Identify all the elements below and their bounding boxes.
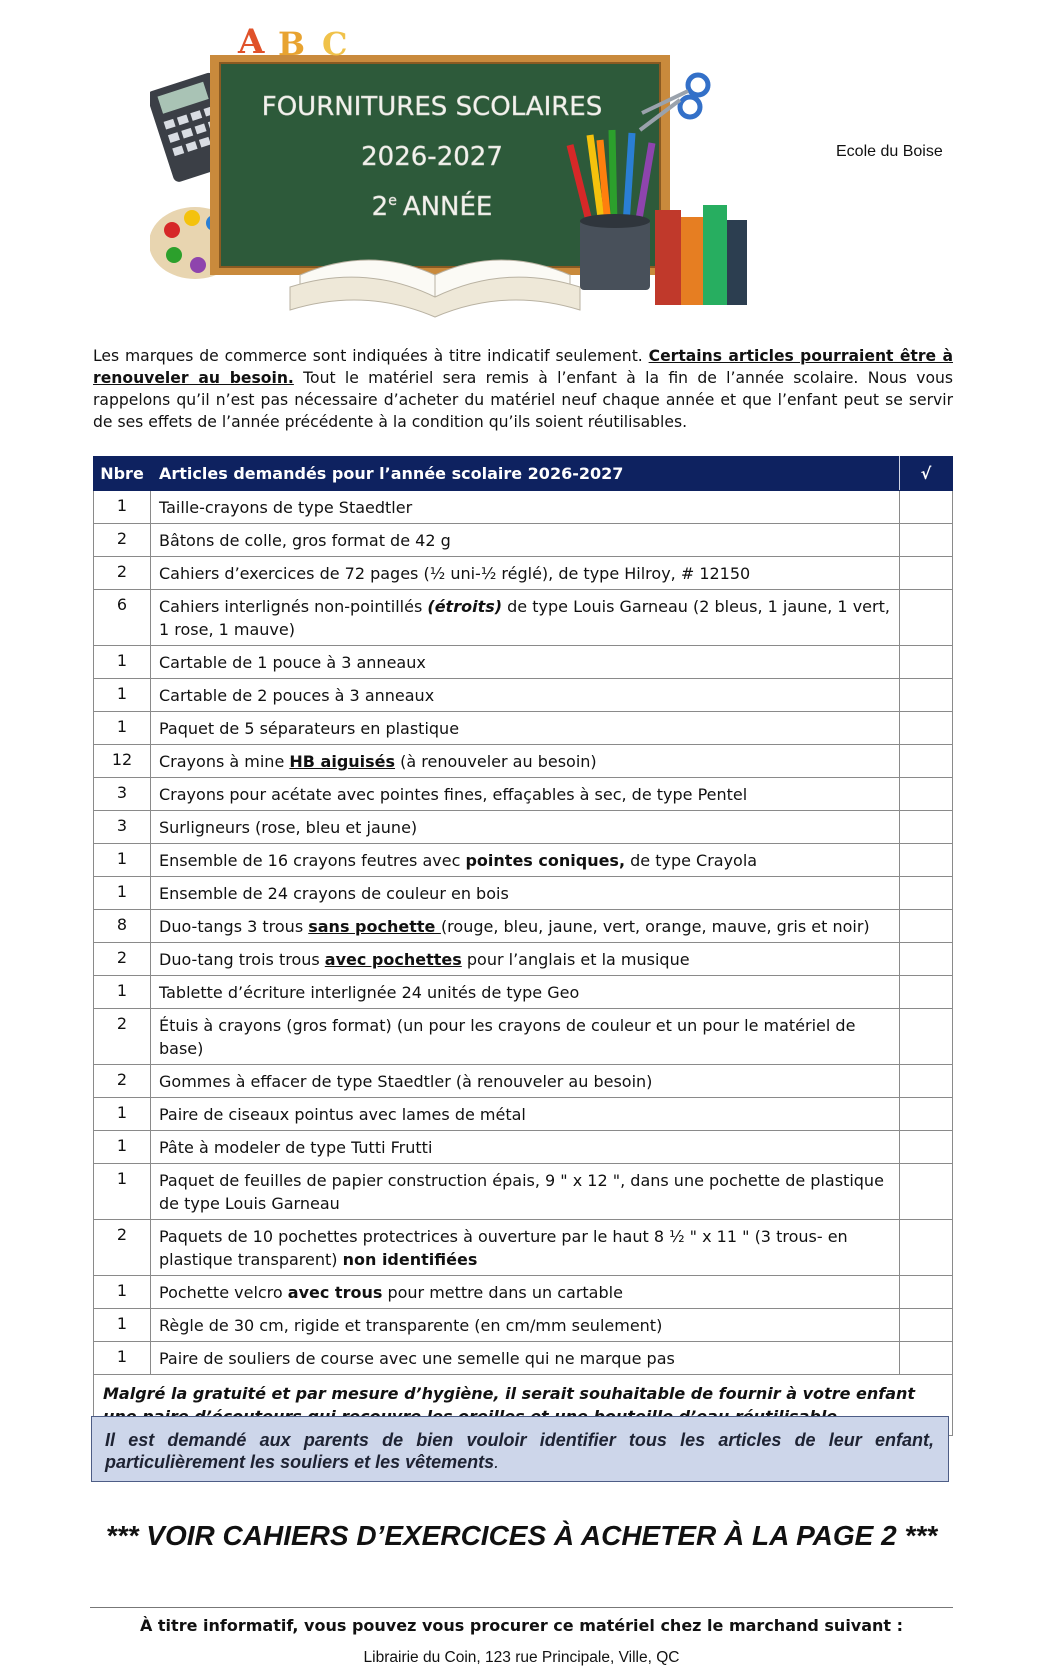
item-description bbox=[151, 778, 900, 811]
item-quantity: 1 bbox=[94, 712, 151, 745]
item-description bbox=[151, 910, 900, 943]
parents-notice bbox=[91, 1416, 949, 1482]
item-checkbox-cell[interactable] bbox=[900, 524, 953, 557]
item-checkbox-cell[interactable] bbox=[900, 877, 953, 910]
item-checkbox-cell[interactable] bbox=[900, 910, 953, 943]
item-description bbox=[151, 491, 900, 524]
item-checkbox-cell[interactable] bbox=[900, 1276, 953, 1309]
hygiene-note: Malgré la gratuité et par mesure d’hygiène, il serait souhaitable de fournir à votre enfant bbox=[94, 1375, 953, 1436]
item-description bbox=[151, 1098, 900, 1131]
item-text: Duo-tang trois trous bbox=[159, 950, 325, 969]
school-year: 2026-2027 bbox=[361, 142, 503, 172]
item-text: Cahiers d’exercices de 72 pages (½ uni-½ réglé), de type Hilroy, # 12150 bbox=[159, 564, 751, 583]
item-quantity: 1 bbox=[94, 491, 151, 524]
item-text: sans pochette bbox=[308, 917, 441, 936]
item-checkbox-cell[interactable] bbox=[900, 1131, 953, 1164]
item-quantity: 3 bbox=[94, 778, 151, 811]
svg-text:B: B bbox=[278, 25, 306, 63]
parents-notice-tail: . bbox=[494, 1452, 500, 1472]
item-quantity: 12 bbox=[94, 745, 151, 778]
item-text: Paire de ciseaux pointus avec lames de métal bbox=[159, 1105, 526, 1124]
table-row bbox=[94, 524, 953, 557]
item-text: Étuis à crayons (gros format) (un pour les crayons de couleur et un pour le matériel de base) bbox=[159, 1016, 856, 1058]
item-description bbox=[151, 590, 900, 646]
table-row bbox=[94, 745, 953, 778]
grade-level: 2e ANNÉE bbox=[371, 192, 493, 222]
item-text: Crayons pour acétate avec pointes fines, effaçables à sec, de type Pentel bbox=[159, 785, 748, 804]
item-quantity: 2 bbox=[94, 1065, 151, 1098]
column-header-item: Articles demandés pour l’année scolaire 2026-2027 bbox=[151, 457, 900, 491]
item-checkbox-cell[interactable] bbox=[900, 590, 953, 646]
item-quantity: 2 bbox=[94, 1009, 151, 1065]
table-row bbox=[94, 1220, 953, 1276]
item-description bbox=[151, 1009, 900, 1065]
item-checkbox-cell[interactable] bbox=[900, 1220, 953, 1276]
item-description bbox=[151, 1164, 900, 1220]
item-text: Pâte à modeler de type Tutti Frutti bbox=[159, 1138, 433, 1157]
item-text: Paquets de 10 pochettes protectrices à ouverture par le haut 8 ½ " x 11 " (3 trous- en plastique transparent) bbox=[159, 1227, 848, 1269]
item-description bbox=[151, 524, 900, 557]
item-description bbox=[151, 811, 900, 844]
item-description bbox=[151, 1131, 900, 1164]
item-quantity: 1 bbox=[94, 1098, 151, 1131]
item-text: Crayons à mine bbox=[159, 752, 290, 771]
item-checkbox-cell[interactable] bbox=[900, 557, 953, 590]
item-checkbox-cell[interactable] bbox=[900, 712, 953, 745]
item-text: HB aiguisés bbox=[289, 752, 396, 771]
column-header-check: √ bbox=[900, 457, 953, 491]
table-row bbox=[94, 1009, 953, 1065]
intro-paragraph bbox=[93, 345, 953, 433]
item-quantity: 1 bbox=[94, 1164, 151, 1220]
intro-part-1: Les marques de commerce sont indiquées à titre indicatif seulement. bbox=[93, 347, 649, 365]
footer-address: Librairie du Coin, 123 rue Principale, Ville, QC bbox=[363, 1649, 680, 1666]
item-quantity: 1 bbox=[94, 877, 151, 910]
item-text: (rouge, bleu, jaune, vert, orange, mauve, gris et noir) bbox=[440, 917, 870, 936]
table-row bbox=[94, 557, 953, 590]
item-text: de type Crayola bbox=[625, 851, 758, 870]
item-text: avec pochettes bbox=[324, 950, 462, 969]
item-checkbox-cell[interactable] bbox=[900, 491, 953, 524]
list-title: FOURNITURES SCOLAIRES bbox=[261, 92, 603, 122]
intro-part-3: Tout le matériel sera remis à l’enfant à la fin de l’année scolaire. Nous vous rappelons qu’il n’est pas nécessaire d’acheter du matériel neuf chaque année et que l’enfant peut se servir de ses effets de l’année précédente à la condition qu’ils soient réutilisables. bbox=[93, 369, 953, 431]
table-row bbox=[94, 811, 953, 844]
table-row bbox=[94, 1342, 953, 1375]
item-text: Règle de 30 cm, rigide et transparente (en cm/mm seulement) bbox=[159, 1316, 663, 1335]
item-description bbox=[151, 943, 900, 976]
item-quantity: 1 bbox=[94, 1276, 151, 1309]
item-text: pointes coniques, bbox=[465, 851, 626, 870]
item-text: Taille-crayons de type Staedtler bbox=[159, 498, 413, 517]
item-text: Tablette d’écriture interlignée 24 unités de type Geo bbox=[159, 983, 580, 1002]
item-quantity: 2 bbox=[94, 1220, 151, 1276]
item-checkbox-cell[interactable] bbox=[900, 1342, 953, 1375]
table-row bbox=[94, 1164, 953, 1220]
table-header-row bbox=[94, 457, 953, 491]
item-quantity: 6 bbox=[94, 590, 151, 646]
item-quantity: 1 bbox=[94, 679, 151, 712]
item-checkbox-cell[interactable] bbox=[900, 1065, 953, 1098]
item-description bbox=[151, 679, 900, 712]
item-description bbox=[151, 1276, 900, 1309]
table-row bbox=[94, 976, 953, 1009]
item-checkbox-cell[interactable] bbox=[900, 1009, 953, 1065]
footer-divider bbox=[90, 1607, 953, 1608]
item-description bbox=[151, 1342, 900, 1375]
item-text: (à renouveler au besoin) bbox=[395, 752, 597, 771]
table-row bbox=[94, 1131, 953, 1164]
table-row bbox=[94, 646, 953, 679]
item-quantity: 2 bbox=[94, 943, 151, 976]
item-text: Bâtons de colle, gros format de 42 g bbox=[159, 531, 451, 550]
item-description bbox=[151, 844, 900, 877]
item-quantity: 1 bbox=[94, 1131, 151, 1164]
item-text: Surligneurs (rose, bleu et jaune) bbox=[159, 818, 418, 837]
item-text: Gommes à effacer de type Staedtler (à renouveler au besoin) bbox=[159, 1072, 653, 1091]
books-icon bbox=[655, 205, 747, 305]
item-description bbox=[151, 745, 900, 778]
svg-text:C: C bbox=[322, 25, 348, 63]
table-row bbox=[94, 943, 953, 976]
item-quantity: 1 bbox=[94, 1342, 151, 1375]
item-description bbox=[151, 976, 900, 1009]
table-row bbox=[94, 910, 953, 943]
item-checkbox-cell[interactable] bbox=[900, 1164, 953, 1220]
item-text: Cahiers interlignés non-pointillés bbox=[159, 597, 428, 616]
table-row bbox=[94, 679, 953, 712]
item-quantity: 1 bbox=[94, 646, 151, 679]
item-checkbox-cell[interactable] bbox=[900, 1098, 953, 1131]
item-text: Duo-tangs 3 trous bbox=[159, 917, 309, 936]
parents-notice-text: Il est demandé aux parents de bien vouloir identifier tous les articles de leur enfant, particulièrement les souliers et les vêtements bbox=[105, 1430, 934, 1472]
supplies-table bbox=[93, 456, 953, 1436]
item-quantity: 3 bbox=[94, 811, 151, 844]
item-text: avec trous bbox=[287, 1283, 383, 1302]
table-row bbox=[94, 1276, 953, 1309]
table-row bbox=[94, 491, 953, 524]
item-text: pour l’anglais et la musique bbox=[461, 950, 690, 969]
footer-note: À titre informatif, vous pouvez vous procurer ce matériel chez le marchand suivant : bbox=[139, 1616, 904, 1635]
item-description bbox=[151, 557, 900, 590]
item-checkbox-cell[interactable] bbox=[900, 943, 953, 976]
item-text: non identifiées bbox=[342, 1250, 478, 1269]
item-quantity: 2 bbox=[94, 524, 151, 557]
item-text: Pochette velcro bbox=[159, 1283, 288, 1302]
item-checkbox-cell[interactable] bbox=[900, 778, 953, 811]
item-quantity: 1 bbox=[94, 844, 151, 877]
item-description bbox=[151, 877, 900, 910]
item-checkbox-cell[interactable] bbox=[900, 646, 953, 679]
item-description bbox=[151, 1220, 900, 1276]
item-description bbox=[151, 712, 900, 745]
header-illustration bbox=[150, 25, 790, 325]
item-description bbox=[151, 1309, 900, 1342]
item-text: Paquet de 5 séparateurs en plastique bbox=[159, 719, 460, 738]
table-row bbox=[94, 844, 953, 877]
item-quantity: 8 bbox=[94, 910, 151, 943]
item-text: pour mettre dans un cartable bbox=[382, 1283, 623, 1302]
svg-text:A: A bbox=[238, 25, 265, 62]
item-quantity: 1 bbox=[94, 1309, 151, 1342]
item-checkbox-cell[interactable] bbox=[900, 811, 953, 844]
item-text: de type Louis Garneau (2 bleus, 1 jaune, 1 vert, 1 rose, 1 mauve) bbox=[159, 597, 890, 639]
item-text: Paquet de feuilles de papier construction épais, 9 " x 12 ", dans une pochette de plastique de type Louis Garneau bbox=[159, 1171, 884, 1213]
item-checkbox-cell[interactable] bbox=[900, 745, 953, 778]
item-quantity: 1 bbox=[94, 976, 151, 1009]
item-checkbox-cell[interactable] bbox=[900, 976, 953, 1009]
abc-letters bbox=[237, 25, 347, 63]
table-row bbox=[94, 1098, 953, 1131]
item-text: Cartable de 1 pouce à 3 anneaux bbox=[159, 653, 426, 672]
item-text: (étroits) bbox=[427, 597, 503, 616]
item-text: Cartable de 2 pouces à 3 anneaux bbox=[159, 686, 435, 705]
item-checkbox-cell[interactable] bbox=[900, 1309, 953, 1342]
item-description bbox=[151, 1065, 900, 1098]
item-checkbox-cell[interactable] bbox=[900, 679, 953, 712]
item-description bbox=[151, 646, 900, 679]
column-header-qty: Nbre bbox=[94, 457, 151, 491]
item-quantity: 2 bbox=[94, 557, 151, 590]
item-checkbox-cell[interactable] bbox=[900, 844, 953, 877]
table-row bbox=[94, 712, 953, 745]
table-row bbox=[94, 1309, 953, 1342]
table-row bbox=[94, 778, 953, 811]
item-text: Ensemble de 24 crayons de couleur en bois bbox=[159, 884, 509, 903]
item-text: Ensemble de 16 crayons feutres avec bbox=[159, 851, 466, 870]
supplies-body bbox=[94, 491, 953, 1375]
table-row bbox=[94, 590, 953, 646]
see-page-two-notice: *** VOIR CAHIERS D’EXERCICES À ACHETER À LA PAGE 2 *** bbox=[105, 1520, 938, 1551]
item-text: Paire de souliers de course avec une semelle qui ne marque pas bbox=[159, 1349, 675, 1368]
intro-part-2: Certains articles pourraient être à renouveler au besoin. bbox=[93, 347, 953, 387]
table-row bbox=[94, 877, 953, 910]
table-row bbox=[94, 1065, 953, 1098]
school-name: Ecole du Boise bbox=[836, 143, 943, 160]
